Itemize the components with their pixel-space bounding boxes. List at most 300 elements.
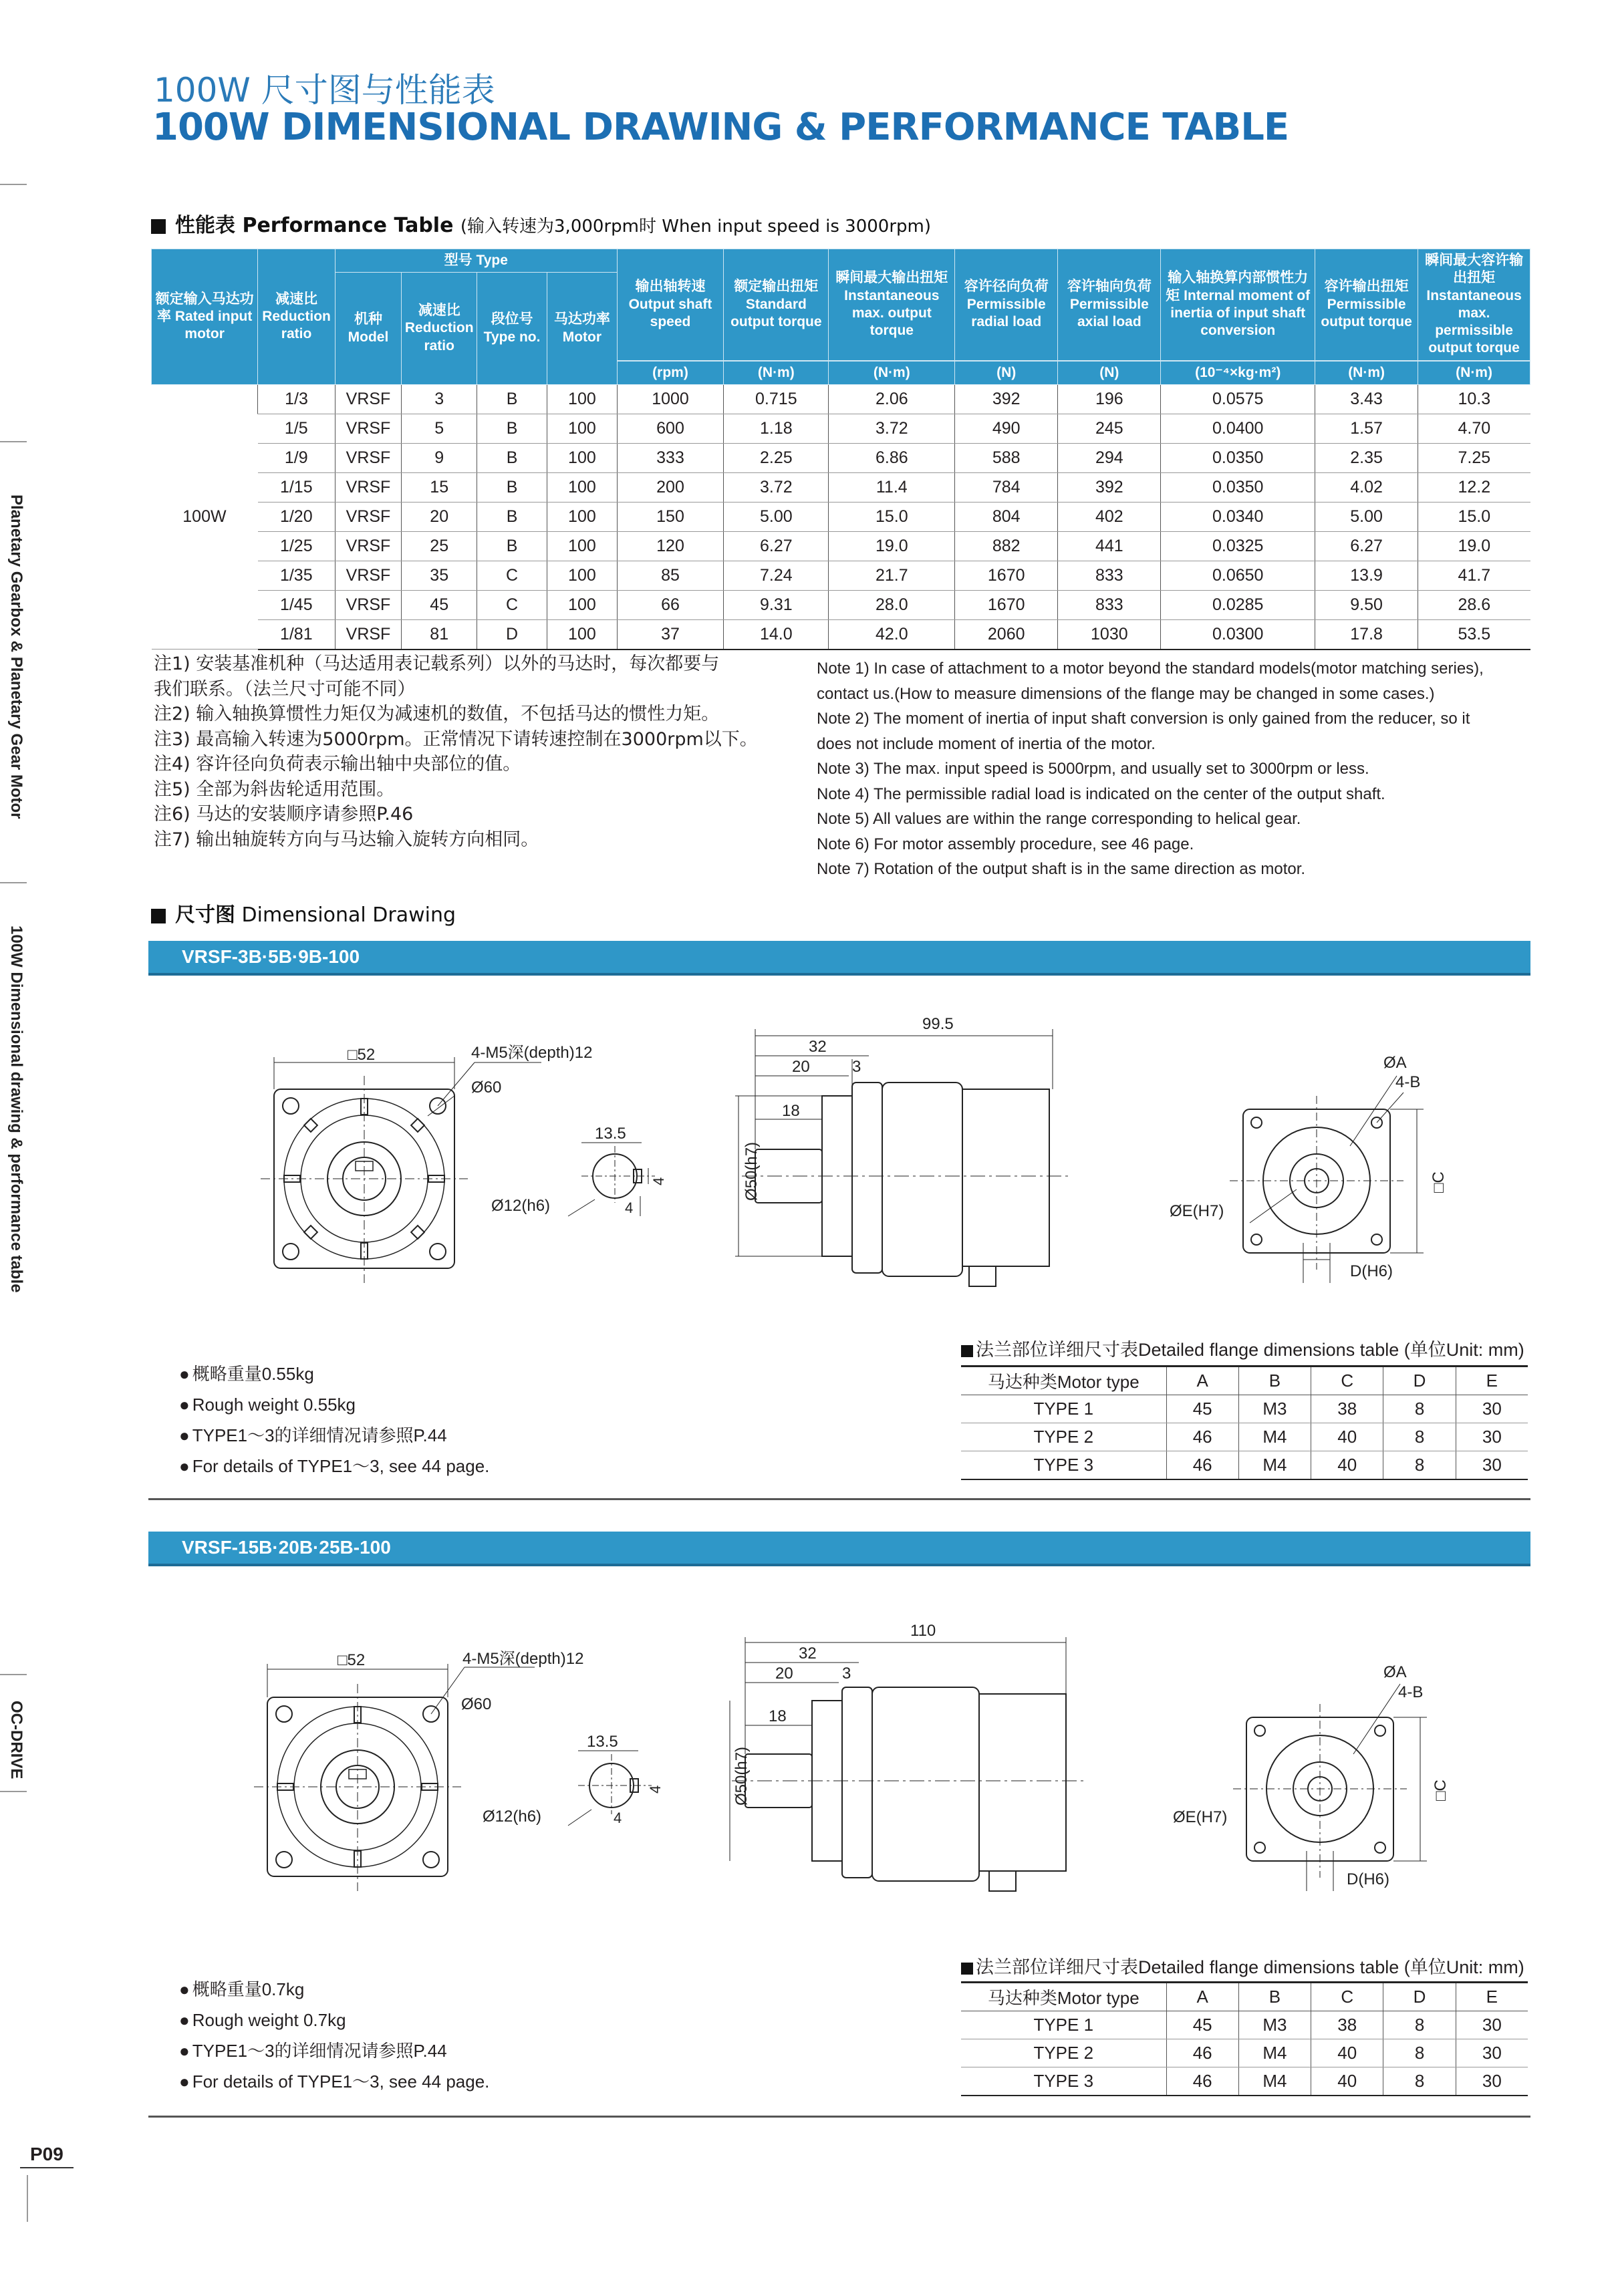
dim-3: 3 [842,1665,851,1683]
table-cell: 6.86 [829,443,955,472]
table-cell: 1.18 [724,414,829,443]
dim-da: ØA [1383,1054,1407,1072]
table-cell: 833 [1058,590,1161,619]
table-cell: VRSF [335,384,402,414]
col-type: 型号 Type [335,249,617,273]
table-cell: 441 [1058,531,1161,561]
table-cell: VRSF [335,502,402,531]
dim-square-52: □52 [338,1651,366,1669]
dim-18: 18 [769,1707,787,1725]
table-cell: 37 [617,619,723,650]
dim-length-2: 110 [910,1622,936,1640]
table-cell: 15.0 [829,502,955,531]
table-cell: 12.2 [1418,472,1530,502]
table-cell: 100 [547,531,617,561]
dim-4: 4 [647,1785,664,1793]
model-bar-1: VRSF-3B·5B·9B-100 [148,941,1530,973]
table-cell: 9.50 [1315,590,1418,619]
flange-cell: TYPE 1 [961,1395,1166,1423]
table-cell: 392 [1058,472,1161,502]
cell-motor-power: 100W [152,384,258,650]
flange-cell: 38 [1311,2011,1383,2039]
flange-header: D [1383,1983,1456,2011]
table-cell: 25 [402,531,477,561]
flange-cell: 40 [1311,1451,1383,1480]
table-cell: 66 [617,590,723,619]
table-cell: VRSF [335,531,402,561]
table-cell: 490 [955,414,1058,443]
flange-cell: TYPE 1 [961,2011,1166,2039]
flange-cell: 30 [1456,1395,1528,1423]
note-line: 注3) 最高输入转速为5000rpm。正常情况下请转速控制在3000rpm以下。 [154,728,758,750]
model-bar-shadow [148,1564,1530,1566]
table-cell: 0.0575 [1161,384,1315,414]
dim-d60: Ø60 [461,1695,492,1713]
table-cell: VRSF [335,443,402,472]
note-line: Note 7) Rotation of the output shaft is in the same direction as motor. [817,860,1306,878]
table-cell: B [477,531,547,561]
flange-cell: 8 [1383,2067,1456,2096]
table-cell: 45 [402,590,477,619]
flange-row [961,2067,1528,2096]
table-cell: 42.0 [829,619,955,650]
performance-table [151,249,1530,650]
page-number: P09 [30,2144,63,2164]
table-cell: 0.0340 [1161,502,1315,531]
table-cell: 53.5 [1418,619,1530,650]
col-axial-load: 容许轴向负荷 Permissible axial load [1058,249,1161,361]
sidebar-divider [0,184,27,185]
flange-cell: 40 [1311,1423,1383,1451]
front-view [254,1664,535,1891]
flange-cell: 46 [1166,1451,1238,1480]
note-line: Note 2) The moment of inertia of input shaft conversion is only gained from the reducer, so it [817,710,1470,728]
weight-note: ● TYPE1～3的详细情况请参照P.44 [179,2035,489,2066]
flange-cell: M4 [1238,2067,1311,2096]
flange-cell: 8 [1383,1451,1456,1480]
table-cell: D [477,619,547,650]
table-cell: 19.0 [1418,531,1530,561]
table-cell: 1.57 [1315,414,1418,443]
table-cell: VRSF [335,590,402,619]
table-cell: 6.27 [724,531,829,561]
shaft-section [568,1751,652,1826]
weight-note: ● 概略重量0.55kg [179,1358,489,1389]
flange-view [1230,1076,1424,1283]
table-cell: 100 [547,384,617,414]
flange-cell: M4 [1238,1423,1311,1451]
flange-cell: M4 [1238,2039,1311,2067]
table-cell: 14.0 [724,619,829,650]
col-reduction-ratio: 减速比 Reduction ratio [258,249,335,385]
dim-de: ØE(H7) [1170,1202,1224,1220]
table-cell: 1/15 [258,472,335,502]
drawing-model-2 [254,1610,1510,1918]
table-cell: 245 [1058,414,1161,443]
sidebar-divider [0,441,27,442]
table-cell: 294 [1058,443,1161,472]
unit-maxtorque: (N·m) [829,361,955,385]
flange-cell: 30 [1456,1423,1528,1451]
dim-4b: 4 [625,1199,634,1216]
table-cell: 1670 [955,561,1058,590]
table-cell: 5.00 [724,502,829,531]
col-permissible-torque: 容许输出扭矩 Permissible output torque [1315,249,1418,361]
dim-20: 20 [775,1665,793,1683]
dim-square-52: □52 [348,1046,376,1064]
table-cell: 9 [402,443,477,472]
dim-sc: □C [1430,1171,1448,1193]
table-cell: 0.0350 [1161,472,1315,502]
unit-inertia: (10⁻⁴×kg·m²) [1161,361,1315,385]
table-cell: 833 [1058,561,1161,590]
table-cell: 150 [617,502,723,531]
note-line: Note 1) In case of attachment to a motor beyond the standard models(motor matching series), [817,660,1484,678]
table-cell: 28.0 [829,590,955,619]
unit-axial: (N) [1058,361,1161,385]
dim-m5-depth: 4-M5深(depth)12 [462,1650,584,1668]
col-model: 机种 Model [335,273,402,385]
table-row [152,531,1530,561]
table-cell: 784 [955,472,1058,502]
dim-13-5: 13.5 [595,1125,626,1143]
weight-note: ● TYPE1～3的详细情况请参照P.44 [179,1420,489,1451]
table-cell: 1/20 [258,502,335,531]
table-cell: 196 [1058,384,1161,414]
flange-cell: 40 [1311,2039,1383,2067]
weight-note: ● For details of TYPE1～3, see 44 page. [179,2066,489,2097]
dim-18: 18 [782,1102,800,1120]
table-cell: 81 [402,619,477,650]
table-cell: 0.0650 [1161,561,1315,590]
table-cell: VRSF [335,472,402,502]
flange-cell: TYPE 2 [961,1423,1166,1451]
table-cell: 1030 [1058,619,1161,650]
sidebar-divider [0,1791,27,1792]
flange-cell: 8 [1383,2011,1456,2039]
flange-header: D [1383,1367,1456,1395]
page-title-en: 100W DIMENSIONAL DRAWING & PERFORMANCE TABLE [152,106,1289,149]
dim-4: 4 [650,1177,667,1185]
table-cell: 0.715 [724,384,829,414]
drawing-model-1 [254,996,1510,1303]
flange-cell: 40 [1311,2067,1383,2096]
flange-row [961,2039,1528,2067]
table-cell: 15.0 [1418,502,1530,531]
table-cell: 100 [547,472,617,502]
flange-header: 马达种类Motor type [961,1983,1166,2011]
table-cell: 882 [955,531,1058,561]
table-cell: 1670 [955,590,1058,619]
col-instant-max: 瞬间最大容许输出扭矩 Instantaneous max. permissible output torque [1418,249,1530,361]
flange-table-title-1: 法兰部位详细尺寸表Detailed flange dimensions table (单位Unit: mm) [961,1335,1524,1361]
table-cell: 35 [402,561,477,590]
table-cell: 100 [547,590,617,619]
dim-d50: Ø50(h7) [732,1746,751,1806]
col-type-no: 段位号 Type no. [477,273,547,385]
weight-note: ● Rough weight 0.7kg [179,2005,489,2035]
page-title-cn: 100W 尺寸图与性能表 [154,71,495,110]
dim-3: 3 [852,1058,861,1076]
flange-header: C [1311,1983,1383,2011]
model-bar-2: VRSF-15B·20B·25B-100 [148,1532,1530,1564]
dim-d60: Ø60 [471,1079,502,1097]
table-cell: 100 [547,561,617,590]
table-cell: 120 [617,531,723,561]
table-row [152,384,1530,414]
note-line: 我们联系。（法兰尺寸可能不同） [154,678,416,700]
note-line: 注1) 安装基准机种（马达适用表记载系列）以外的马达时，每次都要与 [154,654,720,674]
table-cell: 3.72 [829,414,955,443]
table-row [152,561,1530,590]
flange-header: A [1166,1983,1238,2011]
table-cell: VRSF [335,414,402,443]
shaft-section [568,1143,655,1216]
weight-note: ● For details of TYPE1～3, see 44 page. [179,1451,489,1481]
table-cell: 588 [955,443,1058,472]
table-cell: C [477,561,547,590]
note-line: 注5) 全部为斜齿轮适用范围。 [154,778,395,800]
table-cell: 9.31 [724,590,829,619]
table-cell: 21.7 [829,561,955,590]
flange-table-1 [961,1365,1528,1480]
table-cell: 0.0285 [1161,590,1315,619]
flange-cell: 45 [1166,2011,1238,2039]
flange-cell: M3 [1238,2011,1311,2039]
col-standard-torque: 额定输出扭矩 Standard output torque [724,249,829,361]
table-cell: 15 [402,472,477,502]
flange-cell: TYPE 3 [961,2067,1166,2096]
flange-table-2 [961,1981,1528,2096]
unit-permtorque: (N·m) [1315,361,1418,385]
weight-note: ● 概略重量0.7kg [179,1974,489,2005]
table-cell: B [477,414,547,443]
flange-cell: 46 [1166,2067,1238,2096]
note-line: contact us.(How to measure dimensions of the flange may be changed in some cases.) [817,684,1435,703]
table-cell: 1/9 [258,443,335,472]
dim-32: 32 [809,1038,827,1056]
table-cell: 7.24 [724,561,829,590]
model-bar-shadow [148,973,1530,976]
table-cell: 2.35 [1315,443,1418,472]
page-number-rule [27,2175,28,2222]
table-cell: 13.9 [1315,561,1418,590]
table-cell: 4.70 [1418,414,1530,443]
table-cell: 0.0300 [1161,619,1315,650]
dim-dh: D(H6) [1347,1870,1389,1888]
table-cell: 0.0400 [1161,414,1315,443]
dim-4b-holes: 4-B [1398,1683,1424,1701]
table-cell: B [477,384,547,414]
table-cell: B [477,502,547,531]
notes-english [817,656,1538,882]
flange-table-title-2: 法兰部位详细尺寸表Detailed flange dimensions table (单位Unit: mm) [961,1953,1524,1979]
table-cell: 3.72 [724,472,829,502]
table-cell: 1/25 [258,531,335,561]
table-cell: 7.25 [1418,443,1530,472]
dim-m5-depth: 4-M5深(depth)12 [471,1044,593,1062]
dim-de: ØE(H7) [1173,1808,1228,1826]
bullet-square-icon [151,219,166,234]
note-line: 注7) 输出轴旋转方向与马达输入旋转方向相同。 [154,829,539,850]
unit-instmax: (N·m) [1418,361,1530,385]
flange-cell: TYPE 3 [961,1451,1166,1480]
flange-cell: 30 [1456,2011,1528,2039]
table-cell: 0.0325 [1161,531,1315,561]
table-row [152,443,1530,472]
flange-header: E [1456,1367,1528,1395]
unit-speed: (rpm) [617,361,723,385]
section-divider [148,1498,1530,1500]
table-cell: 1000 [617,384,723,414]
performance-table-body [152,384,1530,650]
table-cell: VRSF [335,619,402,650]
dim-sc: □C [1432,1779,1450,1801]
table-cell: 100 [547,619,617,650]
flange-cell: 8 [1383,1423,1456,1451]
table-cell: 10.3 [1418,384,1530,414]
table-cell: 200 [617,472,723,502]
table-cell: 1/5 [258,414,335,443]
weight-notes-2 [179,1974,489,2097]
unit-radial: (N) [955,361,1058,385]
table-cell: 5 [402,414,477,443]
table-cell: 20 [402,502,477,531]
table-row [152,472,1530,502]
table-cell: 17.8 [1315,619,1418,650]
sidebar-label-brand: OC-DRIVE [7,1701,25,1779]
table-cell: 6.27 [1315,531,1418,561]
side-view [735,1029,1069,1286]
section-divider [148,2116,1530,2118]
note-line: does not include moment of inertia of the motor. [817,734,1156,753]
col-output-speed: 输出轴转速 Output shaft speed [617,249,723,361]
flange-row [961,2011,1528,2039]
sidebar-divider [0,882,27,883]
col-ratio-sub: 减速比 Reduction ratio [402,273,477,385]
dim-13-5: 13.5 [587,1733,618,1751]
sidebar-divider [0,1674,27,1675]
dim-d12: Ø12(h6) [483,1808,542,1826]
table-cell: 3 [402,384,477,414]
flange-cell: 30 [1456,1451,1528,1480]
weight-notes-1 [179,1358,489,1481]
note-line: 注4) 容许径向负荷表示输出轴中央部位的值。 [154,754,521,774]
col-radial-load: 容许径向负荷 Permissible radial load [955,249,1058,361]
sidebar-label-product: Planetary Gearbox & Planetary Gear Motor [7,494,25,819]
flange-cell: 46 [1166,1423,1238,1451]
dim-dh: D(H6) [1350,1262,1393,1280]
dim-d12: Ø12(h6) [491,1197,551,1215]
table-cell: 2060 [955,619,1058,650]
flange-header: E [1456,1983,1528,2011]
dim-4b-holes: 4-B [1395,1073,1421,1091]
bullet-square-icon [151,909,166,923]
note-line: Note 3) The max. input speed is 5000rpm, and usually set to 3000rpm or less. [817,760,1369,778]
table-row [152,590,1530,619]
table-cell: 402 [1058,502,1161,531]
flange-row [961,1423,1528,1451]
flange-header: C [1311,1367,1383,1395]
col-motor-power: 马达功率 Motor [547,273,617,385]
flange-cell: 46 [1166,2039,1238,2067]
dim-4b: 4 [614,1810,622,1826]
flange-header: B [1238,1367,1311,1395]
table-cell: 392 [955,384,1058,414]
table-cell: 1/81 [258,619,335,650]
table-cell: 28.6 [1418,590,1530,619]
performance-section-title: 性能表 Performance Table (输入转速为3,000rpm时 When input speed is 3000rpm) [151,208,931,238]
note-line: Note 6) For motor assembly procedure, see 46 page. [817,835,1194,853]
table-cell: 100 [547,502,617,531]
table-row [152,619,1530,650]
note-line: 注6) 马达的安装顺序请参照P.46 [154,804,414,825]
table-cell: 1/3 [258,384,335,414]
weight-note: ● Rough weight 0.55kg [179,1389,489,1420]
flange-cell: 38 [1311,1395,1383,1423]
col-rated-motor: 额定输入马达功率 Rated input motor [152,249,258,385]
col-max-torque: 瞬间最大输出扭矩 Instantaneous max. output torque [829,249,955,361]
flange-cell: 30 [1456,2067,1528,2096]
flange-header: A [1166,1367,1238,1395]
flange-row [961,1451,1528,1480]
page-number-rule [20,2167,74,2168]
note-line: Note 5) All values are within the range corresponding to helical gear. [817,810,1301,828]
table-cell: B [477,472,547,502]
notes-chinese [154,652,795,852]
table-cell: 3.43 [1315,384,1418,414]
dim-length-1: 99.5 [922,1015,954,1033]
table-cell: C [477,590,547,619]
note-line: 注2) 输入轴换算惯性力矩仅为减速机的数值，不包括马达的惯性力矩。 [154,704,720,724]
table-cell: 1/45 [258,590,335,619]
table-row [152,414,1530,443]
flange-header: B [1238,1983,1311,2011]
dimensional-section-title: 尺寸图 Dimensional Drawing [151,898,456,927]
table-cell: 600 [617,414,723,443]
table-cell: 19.0 [829,531,955,561]
table-cell: 11.4 [829,472,955,502]
table-cell: 804 [955,502,1058,531]
sidebar-label-page: 100W Dimensional drawing & performance table [7,925,25,1293]
table-cell: 41.7 [1418,561,1530,590]
table-cell: VRSF [335,561,402,590]
table-cell: 1/35 [258,561,335,590]
table-cell: 4.02 [1315,472,1418,502]
table-cell: 100 [547,443,617,472]
table-cell: 2.25 [724,443,829,472]
table-row [152,502,1530,531]
flange-row [961,1395,1528,1423]
dim-20: 20 [792,1058,810,1076]
flange-cell: M3 [1238,1395,1311,1423]
table-cell: 100 [547,414,617,443]
flange-header: 马达种类Motor type [961,1367,1166,1395]
table-cell: 0.0350 [1161,443,1315,472]
dim-32: 32 [799,1644,817,1663]
table-cell: 2.06 [829,384,955,414]
flange-cell: 30 [1456,2039,1528,2067]
flange-cell: 45 [1166,1395,1238,1423]
flange-view [1233,1684,1427,1891]
flange-cell: M4 [1238,1451,1311,1480]
table-cell: B [477,443,547,472]
flange-cell: TYPE 2 [961,2039,1166,2067]
table-cell: 333 [617,443,723,472]
flange-cell: 8 [1383,1395,1456,1423]
col-inertia: 输入轴换算内部惯性力矩 Internal moment of inertia of input shaft conversion [1161,249,1315,361]
flange-cell: 8 [1383,2039,1456,2067]
